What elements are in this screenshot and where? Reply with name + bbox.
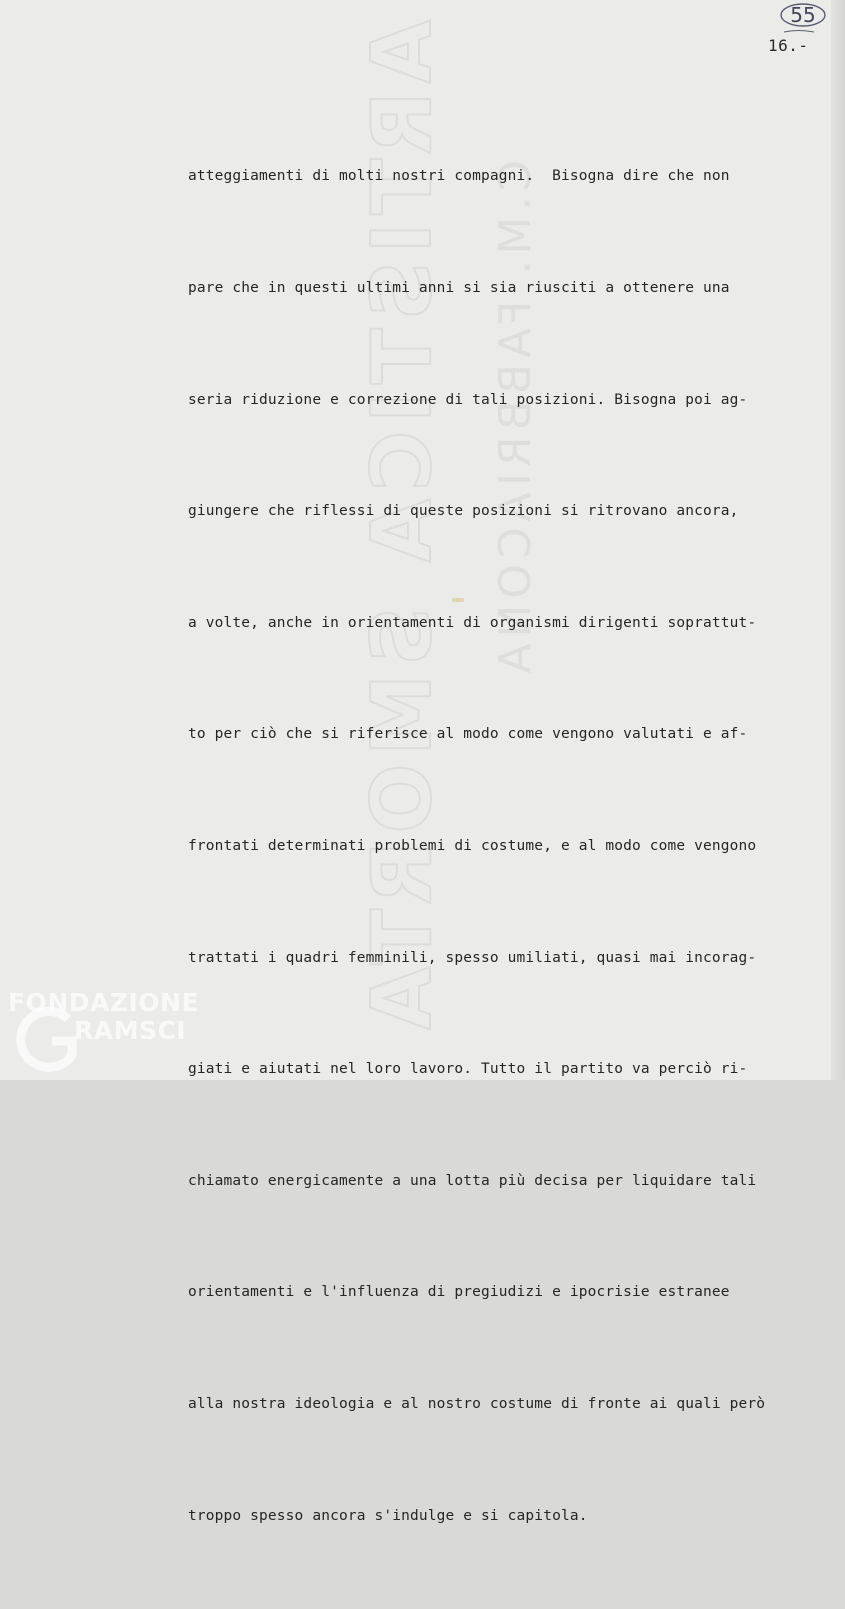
logo-line-2: RAMSCI	[74, 1016, 187, 1045]
text-line: seria riduzione e correzione di tali posizioni. Bisogna poi ag-	[188, 391, 748, 408]
page-mark-number: 55	[790, 3, 816, 27]
text-line: troppo spesso ancora s'indulge e si capitola.	[188, 1507, 588, 1524]
text-line: pare che in questi ultimi anni si sia riusciti a ottenere una	[188, 280, 730, 296]
typed-page-number: 16.-	[768, 36, 809, 55]
text-line: alla nostra ideologia e al nostro costume di fronte ai quali però	[188, 1395, 766, 1412]
handwritten-page-mark	[778, 2, 828, 28]
text-line: a volte, anche in orientamenti di organismi dirigenti soprattut-	[188, 614, 757, 631]
typewritten-body	[188, 84, 828, 1609]
page-edge	[831, 0, 845, 1080]
text-line: orientamenti e l'influenza di pregiudizi e ipocrisie estranee	[188, 1284, 730, 1301]
stamp-small-text: C.M. FABBRIACONA	[490, 160, 541, 680]
text-line: atteggiamenti di molti nostri compagni. Bisogna dire che non	[188, 168, 730, 185]
text-line: trattati i quadri femminili, spesso umiliati, quasi mai incorag-	[188, 949, 757, 966]
text-line: frontati determinati problemi di costume, e al modo come vengono	[188, 837, 757, 854]
logo-line-1: FONDAZIONE	[8, 988, 200, 1017]
text-line: chiamato energicamente a una lotta più decisa per liquidare tali	[188, 1172, 757, 1189]
fondazione-gramsci-logo	[8, 985, 228, 1080]
text-line: giungere che riflessi di queste posizioni si ritrovano ancora,	[188, 503, 739, 520]
text-line: giati e aiutati nel loro lavoro. Tutto il partito va perciò ri-	[188, 1061, 748, 1078]
text-line: to per ciò che si riferisce al modo come vengono valutati e af-	[188, 726, 748, 743]
stamp-main-text: ARTISTICA SMORTA	[355, 20, 450, 1038]
paper-spot	[452, 598, 464, 602]
